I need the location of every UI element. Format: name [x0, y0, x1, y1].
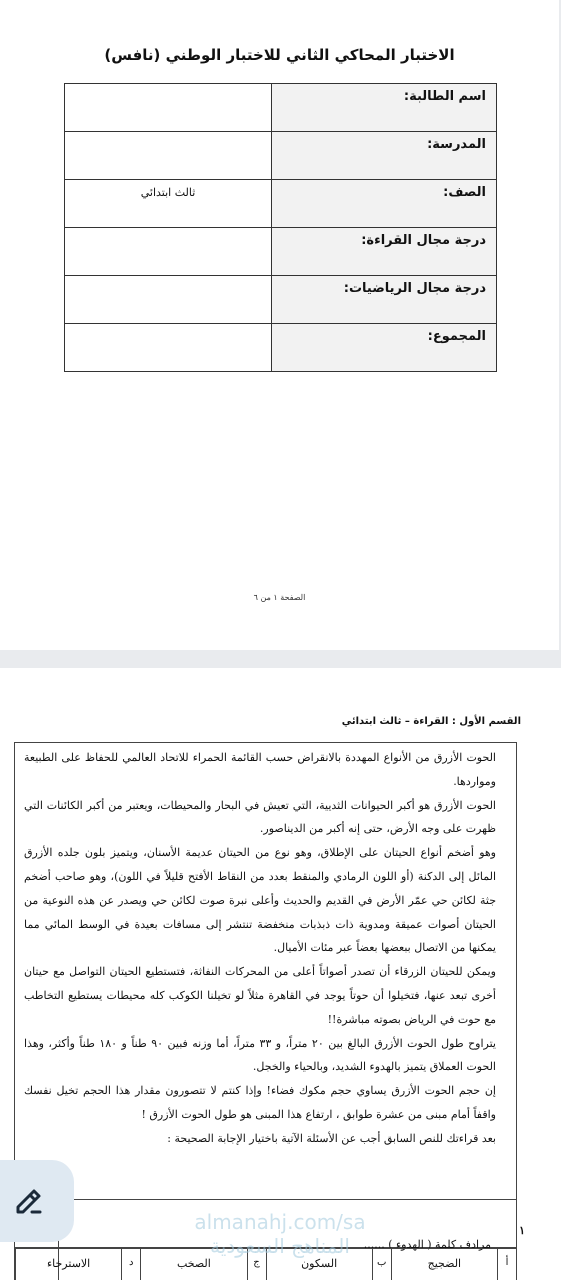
field-label-total: المجموع:: [272, 324, 497, 372]
option-a[interactable]: [391, 1249, 516, 1280]
info-row: [65, 276, 497, 324]
page-number: الصفحة ١ من ٦: [253, 593, 306, 602]
info-row: [65, 324, 497, 372]
field-label-reading-score: درجة مجال القراءة:: [272, 228, 497, 276]
question-number: ١: [519, 1224, 525, 1237]
option-letter: ج: [247, 1249, 266, 1280]
exam-title: الاختبار المحاكي الثاني للاختبار الوطني (نافس): [104, 46, 455, 64]
option-letter: د: [121, 1249, 140, 1280]
passage-paragraph: ويمكن للحيتان الزرقاء أن تصدر أصواتاً أعلى من المحركات النفاثة، فتستطيع الحيتان التواصل مع حيتان أخرى تبعد عنها، فتخيلوا أن حوتاً يوجد في القاهرة مثلاً لو تخيلنا الكوكب كله محيطات يستطيع التخاطب مع حوت في الرياض بصوته مباشرة!!: [24, 965, 496, 1026]
reading-passage: [24, 746, 496, 1151]
option-b[interactable]: [266, 1249, 391, 1280]
option-c[interactable]: [140, 1249, 265, 1280]
option-letter: أ: [497, 1249, 516, 1280]
option-d[interactable]: [15, 1249, 140, 1280]
info-row: [65, 228, 497, 276]
instructions: بعد قراءتك للنص السابق أجب عن الأسئلة الآتية باختيار الإجابة الصحيحة :: [167, 1131, 496, 1145]
info-row: [65, 180, 497, 228]
field-label-grade: الصف:: [272, 180, 497, 228]
option-text: الضجيج: [391, 1249, 497, 1280]
field-label-math-score: درجة مجال الرياضيات:: [272, 276, 497, 324]
option-text: السكون: [266, 1249, 372, 1280]
info-row: [65, 84, 497, 132]
section-header: القسم الأول : القراءة – ثالث ابتدائي: [341, 716, 521, 727]
passage-paragraph: الحوت الأزرق هو أكبر الحيوانات الثديية، التي تعيش في البحار والمحيطات، ويعتبر من أكبر الكائنات التي ظهرت على وجه الأرض، حتى إنه أكبر من الديناصور.: [24, 798, 496, 836]
watermark: almanahj.com/sa المناهج السعودية: [194, 1210, 366, 1258]
page-2: [0, 668, 561, 1280]
field-value-reading-score[interactable]: [65, 228, 272, 276]
field-label-student-name: اسم الطالبة:: [272, 84, 497, 132]
field-value-student-name[interactable]: [65, 84, 272, 132]
field-value-grade[interactable]: ثالث ابتدائي: [65, 180, 272, 228]
option-text: الصخب: [140, 1249, 246, 1280]
info-row: [65, 132, 497, 180]
field-value-math-score[interactable]: [65, 276, 272, 324]
edit-button[interactable]: [0, 1160, 74, 1242]
field-value-school[interactable]: [65, 132, 272, 180]
question-text: مرادف كلمة ( الهدوء ) ......: [363, 1238, 491, 1251]
field-label-school: المدرسة:: [272, 132, 497, 180]
options-row: [14, 1248, 517, 1280]
option-text: الاسترخاء: [15, 1249, 121, 1280]
passage-paragraph: وهو أضخم أنواع الحيتان على الإطلاق، وهو نوع من الحيتان عديمة الأسنان، ويتميز بلون جلده الأزرق المائل إلى الدكنة (أو اللون الرمادي والمنقط بعدد من النقاط الأفتح قليلاً في اللون)، وهو صاحب أضخم جثة لكائن حي عمّر الأرض في القديم والحديث وأعلى نبرة صوت لكائن حي ويصدر عن هذه النوعية من الحيتان أصوات عميقة ومدوية ذات ذبذبات منخفضة تنتشر إلى مسافات بعيدة في الوسط المائي مما يمكنها من الاتصال ببعضها بعضاً عبر مئات الأميال.: [24, 846, 496, 955]
passage-paragraph: إن حجم الحوت الأزرق يساوي حجم مكوك فضاء! وإذا كنتم لا تتصورون مقدار هذا الحجم تخيل نفسك واقفاً أمام مبنى من عشرة طوابق ، ارتفاع هذا المبنى هو طول الحوت الأزرق !: [24, 1084, 496, 1121]
passage-paragraph: يتراوح طول الحوت الأزرق البالغ بين ٢٠ متراً، و ٣٣ متراً، أما وزنه فبين ٩٠ طناً و ١٨٠ طناً وأكثر، وهذا الحوت العملاق يتميز بالهدوء الشديد، وبالحياء والخجل.: [24, 1036, 496, 1074]
pencil-icon: [10, 1182, 50, 1222]
field-value-total[interactable]: [65, 324, 272, 372]
option-letter: ب: [372, 1249, 391, 1280]
student-info-table: [64, 83, 497, 372]
passage-paragraph: الحوت الأزرق من الأنواع المهددة بالانقراض حسب القائمة الحمراء للاتحاد العالمي للحفاظ على الطبيعة ومواردها.: [24, 751, 496, 788]
